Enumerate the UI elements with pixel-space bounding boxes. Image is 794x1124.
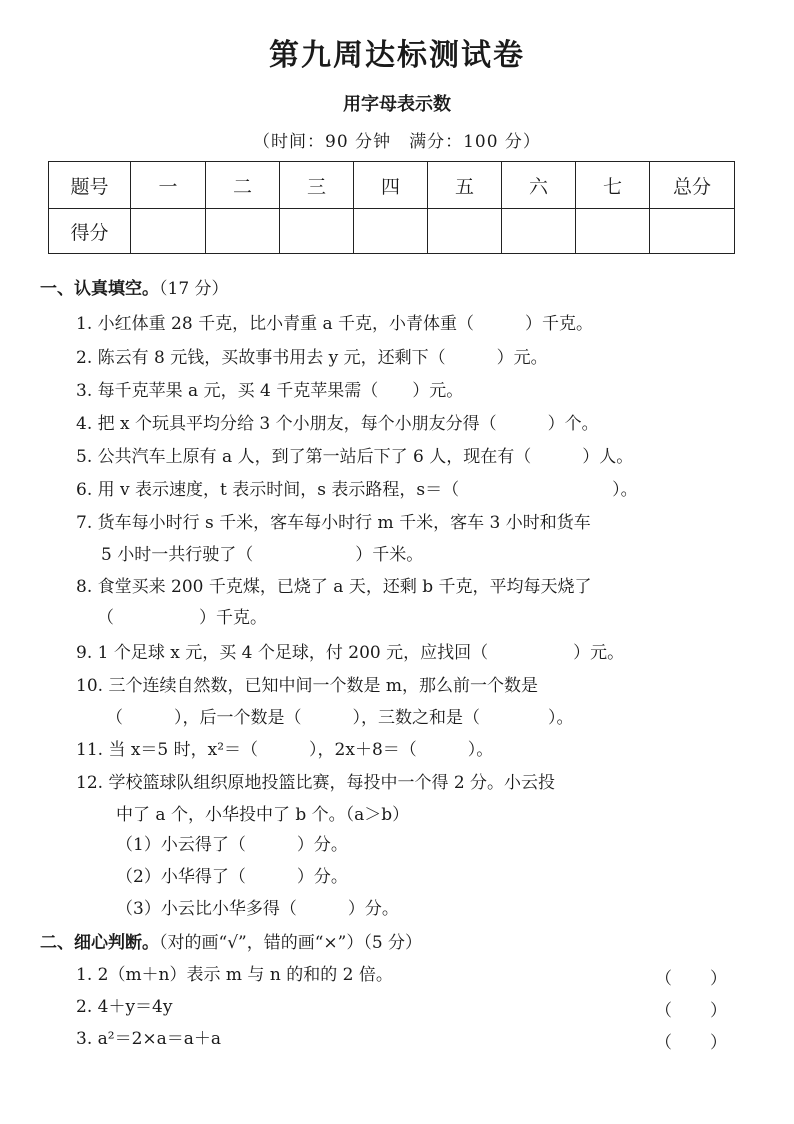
- question-3: 3. 每千克苹果 a 元，买 4 千克苹果需（ ）元。: [76, 381, 464, 401]
- question-5: 5. 公共汽车上原有 a 人，到了第一站后下了 6 人，现在有（ ）人。: [76, 447, 634, 467]
- page-subtitle: 用字母表示数: [343, 94, 451, 115]
- question-9: 9. 1 个足球 x 元，买 4 个足球，付 200 元，应找回（ ）元。: [76, 643, 625, 663]
- question-7-continued: 5 小时一共行驶了（ ）千米。: [101, 545, 424, 565]
- judge-question-3: 3. a²＝2×a＝a＋a: [76, 1029, 222, 1049]
- answer-parentheses[interactable]: （）: [655, 1033, 765, 1053]
- table-cell: 二: [206, 162, 280, 209]
- question-12-part-3: （3）小云比小华多得（ ）分。: [116, 899, 399, 919]
- page-title: 第九周达标测试卷: [269, 38, 525, 73]
- answer-parentheses[interactable]: （）: [655, 969, 765, 989]
- table-cell: 四: [354, 162, 428, 209]
- question-8: 8. 食堂买来 200 千克煤，已烧了 a 天，还剩 b 千克，平均每天烧了: [76, 577, 592, 597]
- question-8-continued: （ ）千克。: [97, 608, 267, 628]
- score-cell[interactable]: [650, 209, 735, 254]
- question-10-continued: （ ），后一个数是（ ），三数之和是（ ）。: [106, 708, 574, 728]
- question-12-continued: 中了 a 个，小华投中了 b 个。（a＞b）: [116, 805, 410, 825]
- question-12-part-1: （1）小云得了（ ）分。: [116, 835, 348, 855]
- section-points: （17 分）: [159, 279, 229, 299]
- section-title: 一、认真填空。: [40, 279, 159, 299]
- score-cell[interactable]: [131, 209, 206, 254]
- score-table-header-row: [49, 162, 735, 209]
- answer-parentheses[interactable]: （）: [655, 1001, 765, 1021]
- question-1: 1. 小红体重 28 千克，比小青重 a 千克，小青体重（ ）千克。: [76, 314, 594, 334]
- table-cell: 三: [280, 162, 354, 209]
- score-cell[interactable]: [428, 209, 502, 254]
- question-11: 11. 当 x＝5 时，x²＝（ ），2x＋8＝（ ）。: [76, 740, 494, 760]
- table-cell: 题号: [49, 162, 131, 209]
- table-cell: 六: [502, 162, 576, 209]
- question-12-part-2: （2）小华得了（ ）分。: [116, 867, 348, 887]
- question-12: 12. 学校篮球队组织原地投篮比赛，每投中一个得 2 分。小云投: [76, 773, 556, 793]
- section-instruction: （对的画“√”，错的画“×”）（5 分）: [159, 933, 423, 953]
- section-heading: [40, 928, 422, 953]
- section-title: 二、细心判断。: [40, 933, 159, 953]
- table-cell: 七: [576, 162, 650, 209]
- table-cell: 五: [428, 162, 502, 209]
- table-cell: 一: [131, 162, 206, 209]
- question-6: 6. 用 v 表示速度，t 表示时间，s 表示路程，s＝（ ）。: [76, 480, 638, 500]
- score-cell[interactable]: [502, 209, 576, 254]
- score-cell[interactable]: [576, 209, 650, 254]
- question-7: 7. 货车每小时行 s 千米，客车每小时行 m 千米，客车 3 小时和货车: [76, 513, 591, 533]
- score-table-score-row: [49, 209, 735, 254]
- score-table: [48, 161, 735, 254]
- question-2: 2. 陈云有 8 元钱，买故事书用去 y 元，还剩下（ ）元。: [76, 348, 548, 368]
- score-cell[interactable]: [280, 209, 354, 254]
- question-10: 10. 三个连续自然数，已知中间一个数是 m，那么前一个数是: [76, 676, 538, 696]
- score-cell[interactable]: [354, 209, 428, 254]
- judge-question-2: 2. 4＋y＝4y: [76, 997, 173, 1017]
- score-cell[interactable]: [206, 209, 280, 254]
- table-cell: 得分: [49, 209, 131, 254]
- question-4: 4. 把 x 个玩具平均分给 3 个小朋友，每个小朋友分得（ ）个。: [76, 414, 599, 434]
- table-cell: 总分: [650, 162, 735, 209]
- section-heading: [40, 274, 229, 299]
- judge-question-1: 1. 2（m＋n）表示 m 与 n 的和的 2 倍。: [76, 965, 393, 985]
- time-info: （时间：90 分钟 满分：100 分）: [253, 132, 541, 152]
